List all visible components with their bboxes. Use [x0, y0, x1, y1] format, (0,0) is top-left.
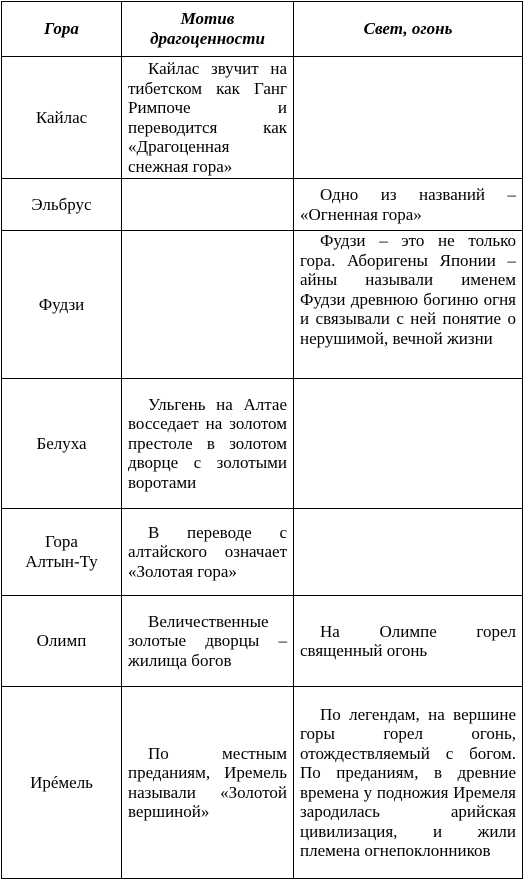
table-row — [2, 687, 523, 879]
fire-cell: Фудзи – это не только гора. Аборигены Японии – айны называли именем Фудзи древнюю богиню огня и связывали с ней понятие о нерушимой, вечной жизни — [294, 231, 523, 379]
mountain-cell — [2, 231, 122, 379]
table-row — [2, 379, 523, 509]
table-row — [2, 509, 523, 596]
table-body — [2, 57, 523, 879]
fire-cell: Одно из названий – «Огненная гора» — [294, 179, 523, 231]
mountains-table — [1, 1, 523, 879]
jewel-motif-cell: Величественные золотые дворцы – жилища богов — [122, 596, 294, 687]
mountain-name-line2: Алтын-Ту — [25, 552, 98, 571]
jewel-motif-cell — [122, 179, 294, 231]
jewel-motif-cell: Ульгень на Алтае восседает на золотом престоле в золотом дворце с золотыми воротами — [122, 379, 294, 509]
mountain-cell — [2, 57, 122, 179]
table-row — [2, 596, 523, 687]
jewel-motif-cell: В переводе с алтайского означает «Золотая гора» — [122, 509, 294, 596]
header-fire-label: Свет, огонь — [363, 19, 453, 38]
mountain-name: Эльбрус — [31, 194, 92, 214]
fire-cell — [294, 57, 523, 179]
fire-cell — [294, 509, 523, 596]
table-row — [2, 231, 523, 379]
mountain-cell — [2, 687, 122, 879]
header-jewel-line1: Мотив — [180, 9, 235, 28]
mountain-name: Белуха — [36, 433, 87, 453]
jewel-motif-cell: Кайлас звучит на тибетском как Ганг Римпоче и переводится как «Драгоценная снежная гора» — [122, 57, 294, 179]
header-row — [2, 2, 523, 57]
mountain-cell — [2, 596, 122, 687]
table-row — [2, 57, 523, 179]
mountain-name: Ирéмель — [30, 772, 93, 792]
header-light-fire — [294, 2, 523, 57]
header-mountain-label: Гора — [44, 19, 79, 38]
header-mountain — [2, 2, 122, 57]
table-row — [2, 179, 523, 231]
jewel-motif-cell — [122, 231, 294, 379]
mountain-cell — [2, 379, 122, 509]
fire-cell: На Олимпе горел священный огонь — [294, 596, 523, 687]
header-jewel-motif — [122, 2, 294, 57]
mountain-name: Фудзи — [38, 294, 85, 314]
table-header — [2, 2, 523, 57]
jewel-motif-cell: По местным преданиям, Иремель называли «Золотой вершиной» — [122, 687, 294, 879]
header-jewel-line2: драгоценности — [150, 29, 265, 48]
fire-cell: По легендам, на вершине горы горел огонь, отождествляемый с богом. По преданиям, в древние времена у подножия Иремеля зародилась арийская цивилизация, и жили племена огнепоклонников — [294, 687, 523, 879]
mountain-cell — [2, 509, 122, 596]
mountain-name: Кайлас — [35, 107, 88, 127]
fire-cell — [294, 379, 523, 509]
mountain-name: Олимп — [36, 631, 87, 650]
mountain-cell — [2, 179, 122, 231]
mountain-name-line1: Гора — [45, 532, 78, 551]
